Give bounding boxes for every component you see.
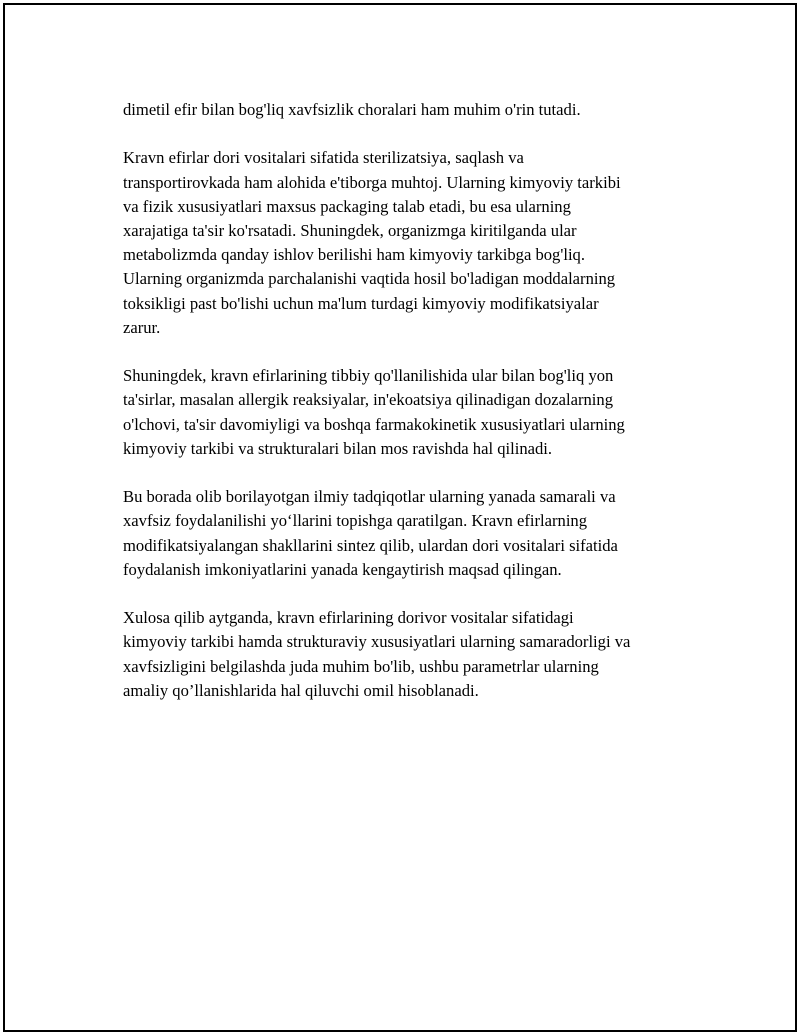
paragraph-4: Bu borada olib borilayotgan ilmiy tadqiqotlar ularning yanada samarali va xavfsiz foydalanilishi yo‘llarini topishga qaratilgan. Kravn efirlarning modifikatsiyalangan shakllarini sintez qilib, ulardan dori vositalari sifatida foydalanish imkoniyatlarini yanada kengaytirish maqsad qilingan. <box>123 487 618 579</box>
paragraph-1: dimetil efir bilan bog'liq xavfsizlik choralari ham muhim o'rin tutadi. <box>123 100 581 119</box>
paragraph-2: Kravn efirlar dori vositalari sifatida sterilizatsiya, saqlash va transportirovkada ham alohida e'tiborga muhtoj. Ularning kimyoviy tarkibi va fizik xususiyatlari maxsus packaging talab etadi, bu esa ularning xarajatiga ta'sir ko'rsatadi. Shuningdek, organizmga kiritilganda ular metabolizmda qanday ishlov berilishi ham kimyoviy tarkibga bog'liq. Ularning organizmda parchalanishi vaqtida hosil bo'ladigan moddalarning toksikligi past bo'lishi uchun ma'lum turdagi kimyoviy modifikatsiyalar zarur. <box>123 148 621 337</box>
page-border <box>3 3 797 1032</box>
document-body <box>123 98 698 727</box>
paragraph-3: Shuningdek, kravn efirlarining tibbiy qo'llanilishida ular bilan bog'liq yon ta'sirlar, masalan allergik reaksiyalar, in'ekoatsiya qilinadigan dozalarning o'lchovi, ta'sir davomiyligi va boshqa farmakokinetik xususiyatlari ularning kimyoviy tarkibi va strukturalari bilan mos ravishda hal qilinadi. <box>123 366 625 458</box>
paragraph-5: Xulosa qilib aytganda, kravn efirlarining dorivor vositalar sifatidagi kimyoviy tarkibi hamda strukturaviy xususiyatlari ularning samaradorligi va xavfsizligini belgilashda juda muhim bo'lib, ushbu parametrlar ularning amaliy qo’llanishlarida hal qiluvchi omil hisoblanadi. <box>123 608 631 700</box>
